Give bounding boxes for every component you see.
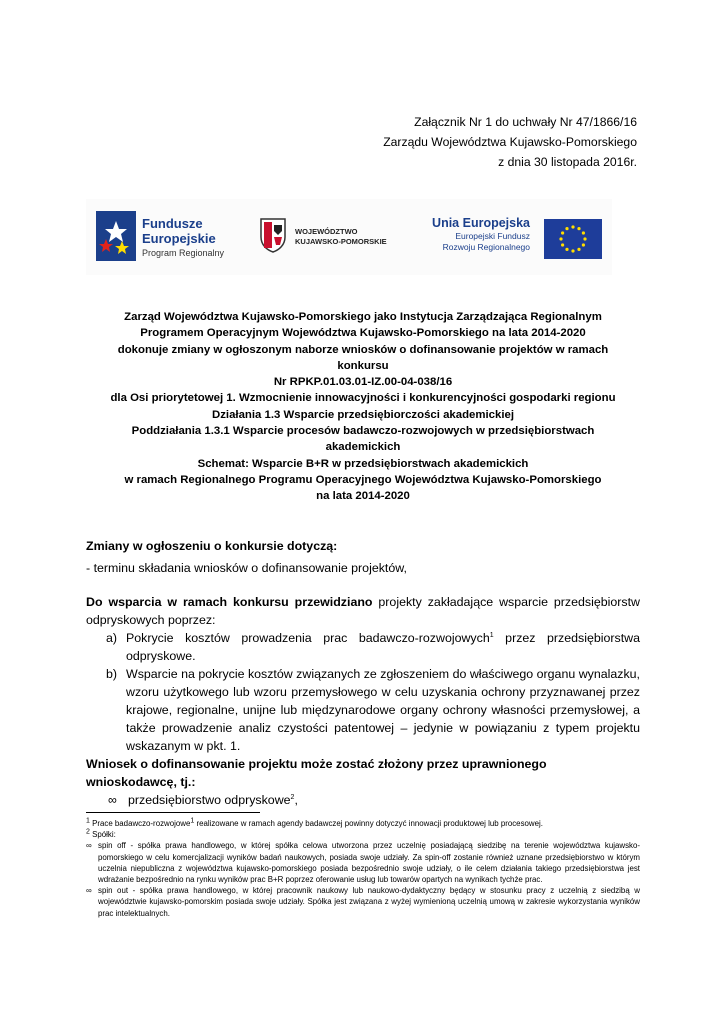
footnote-spin-off: [86, 840, 640, 885]
footnote-1-text-a: Prace badawczo-rozwojowe: [89, 819, 191, 828]
support-lead: [86, 593, 640, 629]
footnote-2: [86, 829, 640, 840]
fundusze-europejskie-logo: [96, 211, 231, 261]
support-list: [86, 629, 640, 755]
support-item-b: [86, 665, 640, 755]
applicant-item: [86, 791, 640, 809]
fe-line-2: Europejskie: [142, 231, 216, 246]
support-item-a: [86, 629, 640, 665]
fundusze-europejskie-text: [142, 216, 224, 260]
ue-title: Unia Europejska: [432, 216, 530, 230]
fe-line-3: Program Regionalny: [142, 248, 225, 258]
heading-line: dokonuje zmiany w ogłoszonym naborze wniosków o dofinansowanie projektów w ramach: [117, 343, 609, 356]
heading-line: konkursu: [337, 359, 389, 372]
footnote-number: 1: [86, 817, 90, 825]
footnote-1-text-b: realizowane w ramach agendy badawczej powinny dotyczyć innowacji produktowej lub procesowej.: [194, 819, 543, 828]
item-label: b): [106, 667, 118, 681]
heading-line: akademickich: [325, 441, 401, 454]
heading-line: Działania 1.3 Wsparcie przedsiębiorczości akademickiej: [212, 408, 514, 421]
footnote-ref: 1: [489, 631, 494, 639]
ue-line-2: Rozwoju Regionalnego: [442, 242, 530, 252]
changes-item: - terminu składania wniosków o dofinansowanie projektów,: [86, 561, 407, 575]
annex-line-1: Załącznik Nr 1 do uchwały Nr 47/1866/16: [414, 115, 637, 129]
footnote-ref: 1: [190, 817, 195, 825]
support-section: [86, 593, 640, 755]
applicant-title: Wniosek o dofinansowanie projektu może zostać złożony przez uprawnionego wnioskodawcę, tj.:: [86, 757, 547, 789]
infinity-bullet-icon: ∞: [86, 886, 92, 896]
annex-line-3: z dnia 30 listopada 2016r.: [498, 155, 637, 169]
footnote-number: 2: [86, 828, 90, 836]
item-label: a): [106, 631, 118, 645]
wojewodztwo-text: [295, 227, 387, 247]
changes-title: Zmiany w ogłoszeniu o konkursie dotyczą:: [86, 539, 338, 553]
fundusze-europejskie-icon: [96, 211, 136, 261]
annex-line-2: Zarządu Województwa Kujawsko-Pomorskiego: [383, 135, 637, 149]
announcement-heading: [86, 309, 640, 505]
wkp-line-1: WOJEWÓDZTWO: [295, 227, 358, 236]
unia-europejska-logo: [430, 211, 606, 261]
spin-off-text: spin off - spółka prawa handlowego, w której spółka celowa utworzona przez uczelnię posiadającą siedzibę na terenie województwa kujawsko-pomorskiego w celu komercjalizacji wyników badań naukowych, posiada swoje udziały. Za spin-off zostanie również uznane przedsiębiorstwo w którym uczelnia niepubliczna z województwa kujawsko-pomorskiego posiada bezpośrednio swoje udziały, o ile celem działania takiego przedsiębiorstwa jest wdrażanie bezpośrednio na rynku wyników prac B+R poprzez oferowanie usług lub towarów opartych na wynikach tychże prac.: [98, 841, 640, 885]
heading-line: Programem Operacyjnym Województwa Kujawsko-Pomorskiego na lata 2014-2020: [140, 327, 586, 340]
spin-out-text: spin out - spółka prawa handlowego, w której pracownik naukowy lub naukowo-dydaktyczny będący w stosunku pracy z uczelnią z siedzibą w województwie kujawsko-pomorskim posiada swoje udziały. Spółka jest związana z wyżej wymienioną uczelnią umową w zakresie wykorzystania wyników prac intelektualnych.: [98, 886, 640, 918]
heading-line: Zarząd Województwa Kujawsko-Pomorskiego jako Instytucja Zarządzająca Regionalnym: [124, 311, 602, 323]
heading-line: Poddziałania 1.3.1 Wsparcie procesów badawczo-rozwojowych w przedsiębiorstwach: [131, 425, 595, 438]
item-a-text-2: przez przedsiębiorstwa odpryskowe.: [126, 631, 641, 663]
heading-line: dla Osi priorytetowej 1. Wzmocnienie innowacyjności i konkurencyjności gospodarki regionu: [110, 392, 616, 405]
heading-line: na lata 2014-2020: [316, 490, 410, 503]
footnote-separator: [86, 812, 260, 813]
footnote-1: [86, 818, 640, 829]
annex-header: [383, 112, 637, 172]
footnotes: [86, 818, 640, 919]
support-lead-rest: projekty zakładające wsparcie przedsiębiorstw odpryskowych poprzez:: [86, 595, 640, 627]
footnote-ref: 2: [290, 793, 295, 801]
changes-section: [86, 537, 640, 577]
item-a-text-1: Pokrycie kosztów prowadzenia prac badawczo-rozwojowych: [126, 631, 490, 645]
footnote-2-title: Spółki:: [89, 830, 116, 840]
infinity-bullet-icon: ∞: [86, 841, 92, 851]
applicant-item-end: ,: [294, 793, 298, 807]
applicant-section: [86, 755, 640, 809]
footnote-spin-out: [86, 885, 640, 919]
applicant-item-text: przedsiębiorstwo odpryskowe: [128, 793, 291, 807]
fe-line-1: Fundusze: [142, 216, 203, 231]
logo-strip: [86, 199, 612, 275]
coat-of-arms-icon: [259, 217, 287, 253]
wkp-line-2: KUJAWSKO-POMORSKIE: [295, 237, 387, 246]
infinity-bullet-icon: ∞: [108, 793, 117, 807]
ue-line-1: Europejski Fundusz: [455, 231, 530, 241]
unia-europejska-text: [430, 215, 530, 253]
eu-flag-icon: [544, 219, 602, 259]
heading-line: w ramach Regionalnego Programu Operacyjnego Województwa Kujawsko-Pomorskiego: [124, 473, 602, 486]
item-b-text: Wsparcie na pokrycie kosztów związanych ze zgłoszeniem do właściwego organu wynalazku, wzoru użytkowego lub wzoru przemysłowego w celu uzyskania ochrony przyznawanej przez krajowe, regionalne, unijne lub międzynarodowe organy ochrony własności przemysłowej, a także prowadzenie analiz czystości patentowej – jedynie w powiązaniu z typem projektu wskazanym w pkt. 1.: [126, 667, 640, 753]
competition-number: Nr RPKP.01.03.01-IZ.00-04-038/16: [273, 376, 453, 389]
wojewodztwo-logo: [259, 217, 399, 255]
support-lead-bold: Do wsparcia w ramach konkursu przewidziano: [86, 595, 373, 609]
heading-line: Schemat: Wsparcie B+R w przedsiębiorstwach akademickich: [197, 457, 529, 470]
